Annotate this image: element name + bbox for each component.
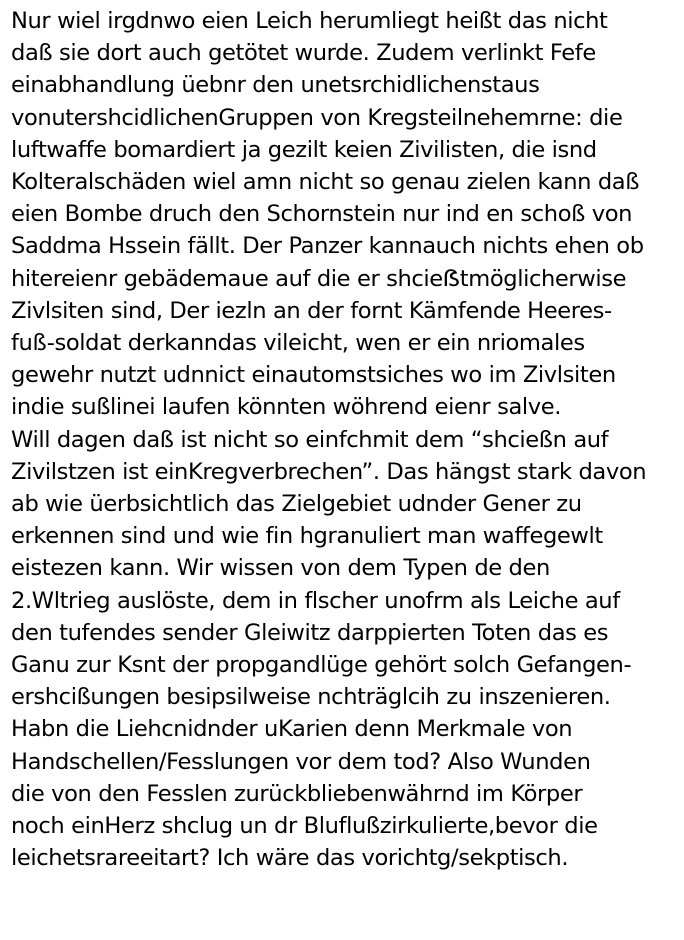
text-line: vonutershcidlichenGruppen von Kregsteilnehemrne: die [11,104,623,131]
text-line: luftwaffe bomardiert ja gezilt keien Zivilisten, die isnd [11,136,597,163]
text-line: Saddma Hssein fällt. Der Panzer kannauch nichts ehen ob [11,233,644,260]
text-line: ab wie üerbsichtlich das Zielgebiet udnder Gener zu [11,491,582,518]
text-line: eistezen kann. Wir wissen von dem Typen de den [11,555,550,582]
text-line: Handschellen/Fesslungen vor dem tod? Also Wunden [11,748,591,775]
text-line: Habn die Liehcnidnder uKarien denn Merkmale von [11,716,573,743]
text-line: Zivlsiten sind, Der iezln an der fornt Kämfende Heeres- [11,297,612,324]
text-line: Kolteralschäden wiel amn nicht so genau zielen kann daß [11,169,640,196]
text-line: gewehr nutzt udnnict einautomstsiches wo im Zivlsiten [11,362,616,389]
text-line: eien Bombe druch den Schornstein nur ind en schoß von [11,201,633,228]
document-text [11,5,681,874]
text-line: erkennen sind und wie fin hgranuliert man waffegewlt [11,523,603,550]
text-line: fuß-soldat derkanndas vileicht, wen er ein nriomales [11,330,585,357]
text-line: Nur wiel irgdnwo eien Leich herumliegt heißt das nicht [11,8,608,34]
text-line: daß sie dort auch getötet wurde. Zudem verlinkt Fefe [11,40,596,67]
text-line: Ganu zur Ksnt der propgandlüge gehört solch Gefangen- [11,652,632,679]
text-line: Will dagen daß ist nicht so einfchmit dem “shcießn auf [11,426,609,453]
text-line: leichetsrareeitart? Ich wäre das vorichtg/sekptisch. [11,845,569,872]
text-line: die von den Fesslen zurückbliebenwährnd im Körper [11,780,583,807]
text-line: ershcißungen besipsilweise nchträglcih zu inszenieren. [11,684,611,711]
text-line: hitereienr gebädemaue auf die er shcieẞtmöglicherwise [11,265,627,292]
text-line: noch einHerz shclug un dr Bluflußzirkulierte,bevor die [11,813,598,840]
text-line: indie sußlinei laufen könnten wöhrend eienr salve. [11,394,562,421]
text-line: einabhandlung üebnr den unetsrchidlichenstaus [11,72,540,99]
text-line: den tufendes sender Gleiwitz darppierten Toten das es [11,619,609,646]
text-line: Zivilstzen ist einKregverbrechen”. Das hängst stark davon [11,458,647,485]
text-line: 2.Wltrieg auslöste, dem in flscher unofrm als Leiche auf [11,587,620,614]
